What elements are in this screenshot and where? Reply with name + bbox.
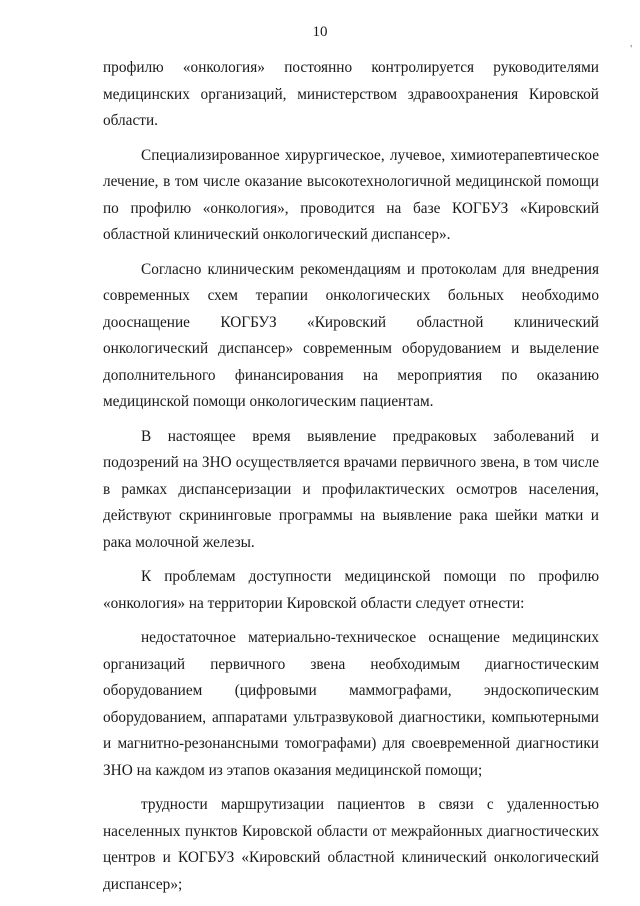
paragraph: В настоящее время выявление предраковых заболеваний и подозрений на ЗНО осуществляется врачами первичного звена, в том числе в рамках диспансеризации и профилактических осмотров населения, действуют скрининговые программы на выявление рака шейки матки и рака молочной железы. (103, 427, 599, 551)
paragraph: Согласно клиническим рекомендациям и протоколам для внедрения современных схем терапии онкологических больных необходимо дооснащение КОГБУЗ «Кировский областной клинический онкологический диспансер» современным оборудованием и выделение дополнительного финансирования на мероприятия по оказанию медицинской помощи онкологическим пациентам. (103, 260, 599, 410)
margin-mark: ' (630, 44, 632, 55)
document-body (103, 55, 599, 906)
paragraph: профилю «онкология» постоянно контролируется руководителями медицинских организаций, министерством здравоохранения Кировской области. (103, 59, 599, 129)
paragraph: трудности маршрутизации пациентов в связи с удаленностью населенных пунктов Кировской области от межрайонных диагностических центров и КОГБУЗ «Кировский областной клинический онкологический диспансер»; (103, 796, 599, 893)
page-number: 10 (312, 24, 328, 40)
paragraph: недостаточное материально-техническое оснащение медицинских организаций первичного звена необходимым диагностическим оборудованием (цифровыми маммографами, эндоскопическим оборудованием, аппаратами ультразвуковой диагностики, компьютерными и магнитно-резонансными томографами) для своевременной диагностики ЗНО на каждом из этапов оказания медицинской помощи; (103, 629, 599, 779)
paragraph: К проблемам доступности медицинской помощи по профилю «онкология» на территории Кировской области следует отнести: (103, 568, 599, 612)
paragraph: Специализированное хирургическое, лучевое, химиотерапевтическое лечение, в том числе оказание высокотехнологичной медицинской помощи по профилю «онкология», проводится на базе КОГБУЗ «Кировский областной клинический онкологический диспансер». (103, 146, 599, 243)
